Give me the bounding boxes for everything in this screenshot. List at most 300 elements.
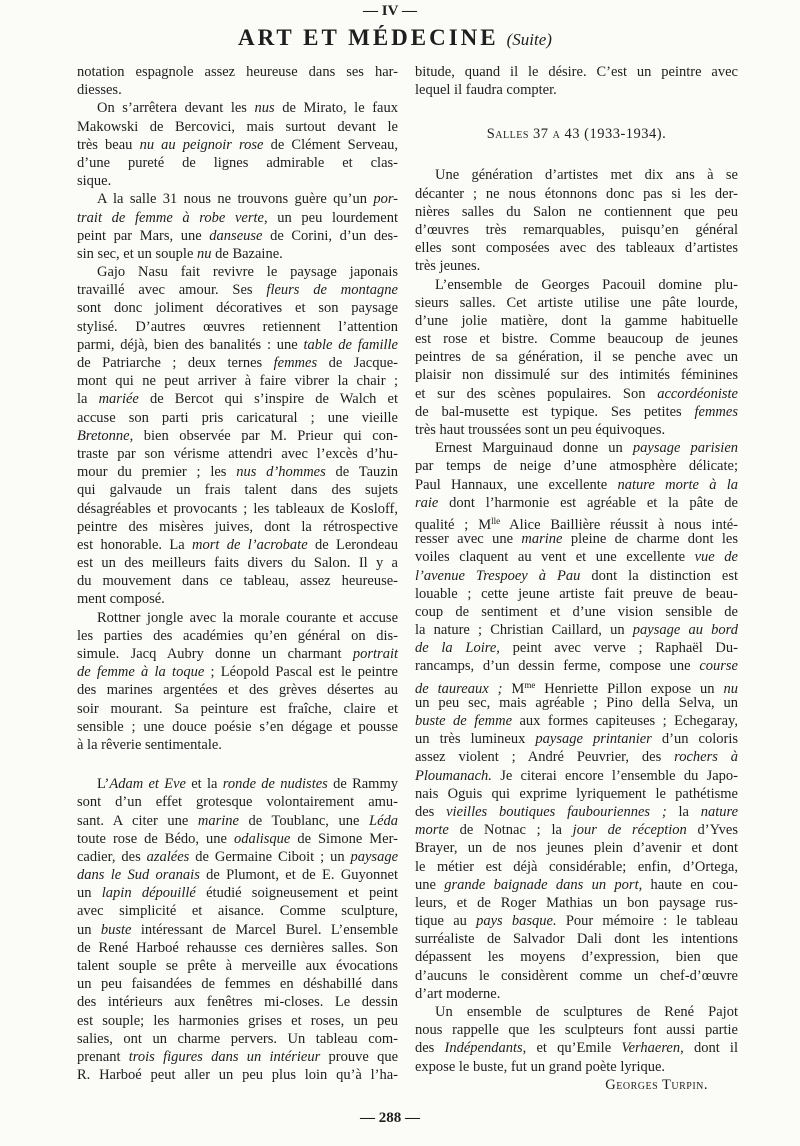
text-run: voiles claquent au vent et une excellente [415,549,695,566]
text-run: prouve que [320,1048,399,1065]
text-line [415,494,738,512]
text-run: un [77,885,102,902]
italic-title: nature [700,803,739,820]
text-run: salies, ont un charme pervers. Un tableau com- [77,1030,398,1047]
text-line [415,785,738,803]
text-run: leurs, et de Roger Mathias un bon paysage rus- [415,894,738,911]
text-run: un très lumineux [415,731,536,748]
paragraph [415,1003,738,1076]
superscript: me [524,679,536,690]
paragraph [415,439,738,1003]
text-run: un peu sec, mais agréable ; Pino della Selva, un [415,694,738,711]
text-line [77,1048,398,1066]
text-line [415,1003,738,1021]
paragraph [415,166,738,275]
italic-title: nu [723,680,738,697]
text-line [77,681,398,699]
italic-title: accordéoniste [657,385,738,402]
text-line [415,366,738,384]
text-line [415,312,738,330]
text-line [415,967,738,985]
text-run: peint par Mars, une [77,227,210,244]
text-line [415,712,738,730]
text-run: Makowski de Bercovici, mais surtout devant le [77,118,398,135]
text-run: sont d’un effet grotesque volontairement amu- [77,794,398,811]
text-line [77,245,398,263]
text-line [77,227,398,245]
text-run: Une génération d’artistes met dix ans à se [435,167,738,184]
italic-title: table de famille [303,336,398,353]
italic-title: buste de femme [415,713,513,729]
text-run: désagréables et provocants ; les tableaux de Kosloff, [77,500,398,517]
text-line [415,930,738,948]
text-line [77,299,398,317]
italic-title: portrait [352,646,398,662]
text-line [77,63,398,81]
text-run: L’ensemble de Georges Pacouil domine plu- [435,276,738,293]
text-run: peintre des misères juives, dont la rétrospective [77,518,398,535]
text-line [77,700,398,718]
text-run: du mouvement dans ce tableau, assez heureuse- [77,573,398,590]
right-column [415,63,738,1094]
italic-title: raie [415,494,439,511]
paragraph [77,190,398,263]
text-run: de Germaine Ciboit ; un [189,848,351,865]
paragraph [77,775,398,1084]
text-run: de Simone Mer- [290,830,398,847]
text-line [415,81,738,99]
text-run: surréaliste de Salvador Dali dont les intentions [415,931,738,948]
text-run: accuse son parti pris caricatural ; une vieille [77,409,398,426]
text-run: est honorable. La [77,536,193,553]
text-line [77,118,398,136]
text-run: et la [185,776,223,793]
text-run: M [502,680,525,697]
text-line [77,866,398,884]
text-run: des marines argentées et des grèves désertes au [77,682,398,699]
text-line [77,812,398,830]
text-run: par temps de neige d’une atmosphère délicate; [415,458,738,475]
text-run: avec simplicité et aisance. Comme sculpture, [77,903,398,920]
text-run: des [415,803,447,820]
text-run: sieurs salles. Cet artiste utilise une pâte lourde, [415,294,738,311]
text-line [77,136,398,154]
text-run: resser avec une [415,531,522,548]
text-line [77,463,398,481]
italic-title: lapin dépouillé [101,885,196,902]
text-line [415,985,738,1003]
italic-title: Adam et Eve [109,776,186,793]
text-run: mour du premier ; les [77,464,237,481]
text-run: dont l’harmonie est agréable et la pâte de [438,494,738,511]
text-line [77,1066,398,1084]
italic-title: trois figures dans un intérieur [128,1048,321,1065]
italic-title: fleurs de montagne [266,282,398,299]
text-line [77,318,398,336]
text-line [77,154,398,172]
text-run: peint avec verve ; Raphaël Du- [499,640,738,657]
italic-title: vue de [694,549,738,566]
text-line [415,767,738,785]
italic-title: nus d’hommes [236,464,326,481]
text-run: est souple; les harmonies grises et roses, un peu [77,1012,398,1029]
text-run: dont la distinction est [580,567,738,584]
text-line [415,1021,738,1039]
text-run: ment composé. [77,591,165,608]
text-run: d’aucuns le considèrent comme un chef-d’œuvre [415,967,738,984]
italic-title: paysage parisien [632,440,739,457]
italic-title: paysage printanier [535,731,652,748]
italic-title: marine [521,531,563,548]
text-run: , bien observée par M. Prieur qui con- [129,427,398,444]
paragraph [77,609,398,755]
text-run: sin sec, et un souple [77,245,198,262]
text-line [77,775,398,793]
text-line [77,663,398,681]
text-line [77,390,398,408]
paragraph [77,63,398,99]
text-line [77,554,398,572]
italic-title: Bretonne [77,427,130,444]
text-line [415,403,738,421]
text-run: , un peu lourdement [263,209,398,226]
text-line [77,793,398,811]
text-run: L’ [97,776,110,793]
italic-title: l’avenue Trespoey à Pau [415,567,581,584]
text-line [77,172,398,190]
text-line [415,585,738,603]
text-run: tique au [415,913,477,930]
text-run: bitude, quand il le désire. C’est un peintre avec [415,64,738,80]
text-line [77,921,398,939]
italic-title: pays basque. [476,913,557,930]
text-run: d’Yves [686,822,738,839]
text-run: Henriette Pillon expose un [535,680,724,697]
text-line [415,603,738,621]
text-line [77,830,398,848]
text-line [415,512,738,533]
italic-title: nu [197,245,212,262]
text-run: traste par son vérisme attendri avec l’excès d’hu- [77,445,398,462]
text-run: elles sont composées avec des tableaux d’artistes [415,240,738,257]
italic-title: vieilles boutiques faubouriennes ; [446,803,667,820]
text-run: parmi, déjà, bien des banalités : une [77,336,304,353]
text-run: Pour mémoire : le tableau [556,913,738,930]
text-run: de Notnac ; la [448,822,573,839]
text-line [415,185,738,203]
text-run: d’œuvres très remarquables, puisqu’en général [415,221,738,238]
text-line [415,530,738,548]
text-run: de Mirato, le faux [274,100,398,117]
text-run: Rottner jongle avec la morale courante et accuse [97,609,398,626]
italic-title: morte [415,822,449,839]
text-run: d’un coloris [651,731,738,748]
paragraph [415,63,738,99]
title-suffix: (Suite) [506,30,552,49]
text-run: A la salle 31 nous ne trouvons guère qu’un [97,191,374,208]
text-run: décanter ; ne nous étonnons donc pas si les der- [415,185,738,202]
text-run: qui galvaude un frais talent dans des sujets [77,482,398,499]
text-run: très haut troussées sont un peu équivoques. [415,422,666,438]
italic-title: grande baignade dans un port, [444,876,643,893]
text-run: sont donc joliment décoratives et son paysage [77,300,398,317]
text-line [77,993,398,1011]
italic-title: buste [100,921,132,938]
text-run: la [77,391,99,408]
paragraph [415,276,738,440]
text-line [77,975,398,993]
text-line [77,354,398,372]
text-line [415,221,738,239]
text-run: , et qu’Emile [522,1040,622,1057]
text-line [77,645,398,663]
text-run: sant. A citer une [77,812,198,829]
text-run: de Corini, d’un des- [262,227,398,244]
text-run: de Plumont, et de E. Guyonnet [199,867,399,884]
italic-title: nus [254,100,275,117]
text-run: stylisé. D’autres œuvres retiennent l’attention [77,318,398,335]
italic-title: paysage [350,848,398,865]
text-line [77,736,398,754]
text-run: On s’arrêtera devant les [97,100,255,117]
text-line [415,730,738,748]
text-line [77,263,398,281]
text-run: ; Léopold Pascal est le peintre [204,664,398,681]
text-line [77,939,398,957]
text-run: rancamps, d’un dessin ferme, compose une [415,658,700,675]
text-run: cadier, des [77,848,147,865]
text-run: coup de sentiment et d’une vision sensible de [415,603,738,620]
text-line [415,166,738,184]
text-line [77,500,398,518]
text-line [415,567,738,585]
text-line [415,803,738,821]
text-run: et sur des scènes populaires. Son [415,385,658,402]
text-run: de René Harboé rehausse ces dernières salles. Son [77,939,398,956]
text-line [77,445,398,463]
text-run: notation espagnole assez heureuse dans ses har- [77,64,398,80]
text-line [77,281,398,299]
text-line [77,518,398,536]
text-line [77,884,398,902]
text-run: peintres de sa génération, il se penche avec un [415,349,738,366]
page-folio: — IV — [363,3,417,19]
text-line [77,336,398,354]
text-run: est rose et bistre. Comme beaucoup de jeunes [415,331,738,348]
text-run: lequel il faudra compter. [415,82,557,99]
text-line [415,548,738,566]
text-run: aux formes capiteuses ; Echegaray, [512,713,738,729]
italic-title: paysage au bord [632,622,739,639]
text-run: nières salles du Salon ne contiennent que peu [415,203,738,220]
text-line [77,627,398,645]
text-line [77,848,398,866]
text-run: de Rammy [327,776,398,793]
text-run: R. Harboé peut aller un peu plus loin qu’à l’ha- [77,1067,398,1084]
text-line [415,876,738,894]
text-line [415,348,738,366]
italic-title: dans le Sud oranais [77,867,200,884]
text-line [415,294,738,312]
text-run: Je citerai encore l’ensemble du Japo- [491,767,738,784]
italic-title: course [699,658,738,675]
text-line [415,1039,738,1057]
text-line [415,476,738,494]
italic-title: de taureaux ; [415,680,503,697]
italic-title: Indépendants [444,1040,523,1057]
text-run: haute en cou- [642,876,738,893]
text-line [77,409,398,427]
title-main: ART ET MÉDECINE [238,25,499,50]
text-line [415,63,738,81]
text-run: toute rose de Bédo, une [77,830,234,847]
text-run: de Bercot qui s’inspire de Walch et [138,391,398,408]
text-line [415,912,738,930]
text-run: qualité ; M [415,516,492,533]
text-run: nais Oguis qui exprime lyriquement le pathétisme [415,785,738,802]
text-line [77,372,398,390]
text-run: de Toublanc, une [238,812,369,829]
text-line [77,1012,398,1030]
text-line [77,209,398,227]
text-run: Ernest Marguinaud donne un [435,440,633,457]
text-line [77,590,398,608]
text-run: des [415,1040,445,1057]
text-run: expose le buste, fut un grand poète lyrique. [415,1058,666,1075]
text-run: intéressant de Marcel Burel. L’ensemble [131,921,399,938]
italic-title: femmes [694,403,738,420]
text-run: pleine de charme dont les [562,531,738,548]
italic-title: trait de femme à robe verte [77,209,264,226]
paragraph [77,263,398,609]
left-column [77,63,398,1084]
text-run: mont qui ne peut arriver à faire vibrer la chair ; [77,373,398,390]
italic-title: danseuse [209,227,263,244]
page-number: — 288 — [360,1110,420,1126]
text-run: un peu faisandées de femmes en déshabillé dans [77,976,398,993]
text-line [415,894,738,912]
text-line [415,657,738,675]
text-line [415,748,738,766]
text-line [415,239,738,257]
text-line [415,439,738,457]
italic-title: azalées [146,848,190,865]
text-line [77,609,398,627]
text-run: simule. Jacq Aubry donne un charmant [77,646,353,662]
text-run: Alice Baillière réussit à nous inté- [500,516,738,533]
italic-title: nu au peignoir rose [139,136,264,153]
text-line [415,839,738,857]
text-line [415,203,738,221]
text-line [415,257,738,275]
text-run: une [415,876,445,893]
text-run: très beau [77,136,140,153]
text-run: Paul Hannaux, une excellente [415,476,618,493]
text-run: Un ensemble de sculptures de René Pajot [435,1004,738,1020]
italic-title: por- [373,191,398,208]
text-line [415,821,738,839]
text-run: un [77,921,101,938]
text-line [415,421,738,439]
text-line [415,858,738,876]
paragraph [77,99,398,190]
article-title [0,25,790,51]
text-run: de Jacque- [317,355,398,371]
text-run: Gajo Nasu fait revivre le paysage japonais [97,264,398,281]
text-run: de Clément Serveau, [263,136,399,153]
text-line [415,621,738,639]
text-run: la nature ; Christian Caillard, un [415,622,633,639]
italic-title: Verhaeren [621,1040,681,1057]
text-line [77,902,398,920]
text-run: est un des meilleurs faits divers du Salon. Il y a [77,555,398,572]
text-line [77,427,398,445]
text-run: les parties des académies qu’en général on dis- [77,627,398,644]
text-run: de Bazaine. [211,245,283,262]
text-run: d’art moderne. [415,985,501,1002]
text-run: sensible ; une douce poésie s’en dégage et pousse [77,718,398,735]
text-run: de Patriarche ; deux ternes [77,355,274,371]
text-run: travaillé avec amour. Ses [77,282,267,299]
text-run: sique. [77,173,112,190]
text-line [415,676,738,697]
text-run: soir mourant. Sa peinture est fraîche, claire et [77,700,398,717]
text-run: la [666,803,701,820]
italic-title: jour de réception [572,822,687,839]
section-heading: Salles 37 a 43 (1933-1934). [486,126,667,143]
italic-title: de femme à la toque [77,664,205,681]
text-line [415,330,738,348]
italic-title: femmes [273,355,318,371]
italic-title: nature morte à la [617,476,738,493]
text-run: , dont il [680,1040,738,1057]
italic-title: mariée [98,391,139,408]
text-line [77,1030,398,1048]
text-run: des intérieurs aux fenêtres mi-closes. Le dessin [77,994,398,1011]
italic-title: mort de l’acrobate [192,536,308,553]
text-run: nous rappelle que les sculpteurs font aussi partie [415,1022,738,1039]
text-run: d’une pureté de lignes admirable et clas- [77,154,398,171]
italic-title: rochers à [674,749,739,766]
text-line [415,1058,738,1076]
text-run: le métier est déjà considérable; enfin, d’Ortega, [415,858,738,875]
text-line [415,639,738,657]
text-line [77,99,398,117]
text-run: Brayer, un de nos jeunes plein d’avenir et dont [415,840,738,857]
italic-title: Léda [369,812,398,829]
text-line [77,957,398,975]
italic-title: marine [197,812,239,829]
text-run: de Lerondeau [307,536,398,553]
text-line [415,385,738,403]
superscript: lle [491,515,501,526]
text-line [77,572,398,590]
text-line [77,81,398,99]
text-run: de bal-musette est typique. Ses petites [415,403,695,420]
text-run: dépassent les moyens d’expression, bien que [415,949,738,966]
text-run: d’une jolie matière, dont la gamme habituelle [415,312,738,329]
text-line [415,694,738,712]
text-line [77,536,398,554]
text-line [415,457,738,475]
text-line [415,276,738,294]
text-run: de Tauzin [325,464,398,481]
italic-title: Ploumanach. [415,767,492,784]
text-run: louable ; cette jeune artiste fait preuve de beau- [415,585,738,602]
text-run: prenant [77,1048,129,1065]
author-signature: Georges Turpin. [605,1076,708,1093]
text-run: étudié soigneusement et peint [195,885,398,902]
